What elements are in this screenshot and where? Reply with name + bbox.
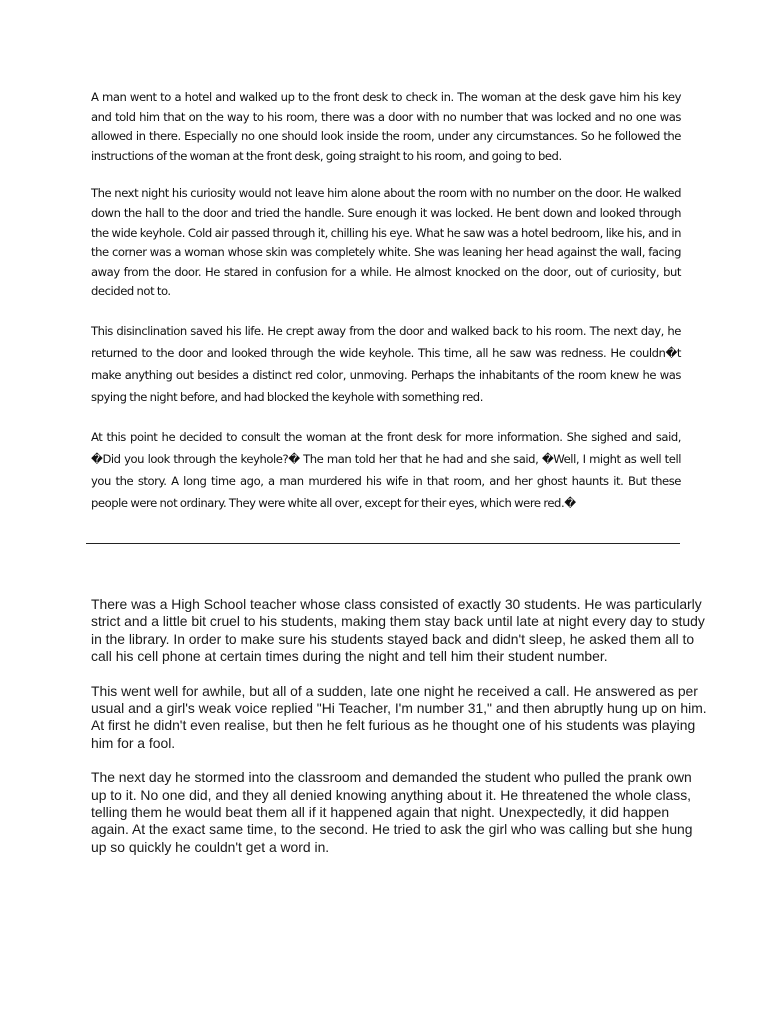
paragraph: The next night his curiosity would not leave him alone about the room with no number on the door. He walked down the hall to the door and tried the handle. Sure enough it was locked. He bent down and looked through the wide keyhole. Cold air passed through it, chilling his eye. What he saw was a hotel bedroom, like his, and in the corner was a woman whose skin was completely white. She was leaning her head against the wall, facing away from the door. He stared in confusion for a while. He almost knocked on the door, out of curiosity, but decided not to. (91, 186, 681, 299)
section-divider (86, 543, 680, 544)
story-hotel-keyhole (91, 88, 681, 532)
story-teacher-number-31 (91, 596, 707, 873)
paragraph: This disinclination saved his life. He crept away from the door and walked back to his room. The next day, he returned to the door and looked through the wide keyhole. This time, all he saw was redness. He couldn�t make anything out besides a distinct red color, unmoving. Perhaps the inhabitants of the room knew he was spying the night before, and had blocked the keyhole with something red. (91, 323, 681, 404)
paragraph: At this point he decided to consult the woman at the front desk for more information. She sighed and said, �Did you look through the keyhole?� The man told her that he had and she said, �Well, I might as well tell you the story. A long time ago, a man murdered his wife in that room, and her ghost haunts it. But these people were not ordinary. They were white all over, except for their eyes, which were red.� (91, 429, 681, 510)
paragraph: There was a High School teacher whose class consisted of exactly 30 students. He was particularly strict and a little bit cruel to his students, making them stay back until late at night every day to study in the library. In order to make sure his students stayed back and didn't sleep, he asked them all to call his cell phone at certain times during the night and tell him their student number. (91, 596, 705, 665)
paragraph: This went well for awhile, but all of a sudden, late one night he received a call. He answered as per usual and a girl's weak voice replied "Hi Teacher, I'm number 31," and then abruptly hung up on him. At first he didn't even realise, but then he felt furious as he thought one of his students was playing him for a fool. (91, 682, 707, 751)
paragraph: A man went to a hotel and walked up to the front desk to check in. The woman at the desk gave him his key and told him that on the way to his room, there was a door with no number that was locked and no one was allowed in there. Especially no one should look inside the room, under any circumstances. So he followed the instructions of the woman at the front desk, going straight to his room, and going to bed. (91, 90, 681, 163)
paragraph: The next day he stormed into the classroom and demanded the student who pulled the prank own up to it. No one did, and they all denied knowing anything about it. He threatened the whole class, telling them he would beat them all if it happened again that night. Unexpectedly, it did happen again. At the exact same time, to the second. He tried to ask the girl who was calling but she hung up so quickly he couldn't get a word in. (91, 769, 693, 855)
